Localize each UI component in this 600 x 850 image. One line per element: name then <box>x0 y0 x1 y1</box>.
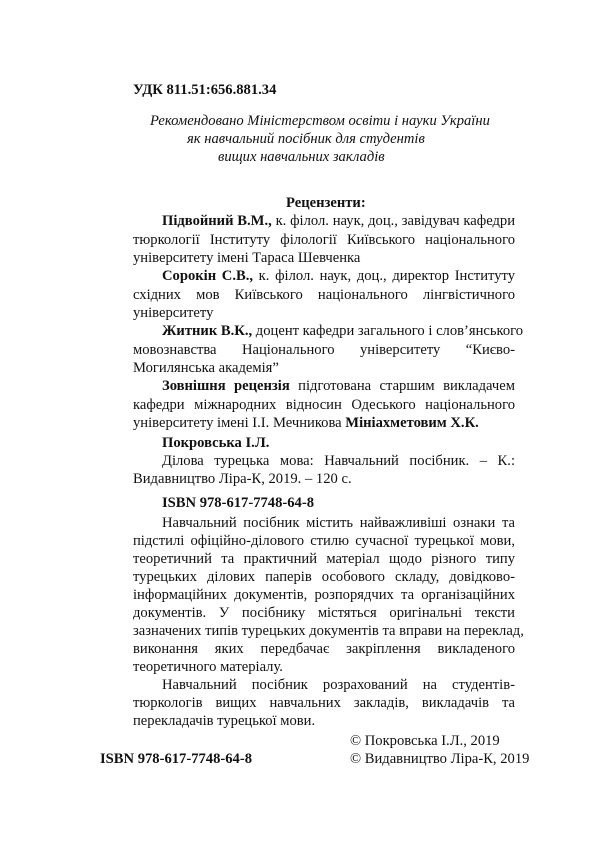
copyright-line: © Покровська І.Л., 2019 <box>350 733 500 749</box>
reviewer-line: Сорокін С.В., к. філол. наук, доц., директор Інституту <box>162 268 515 284</box>
abstract-line: турецьких ділових паперів особового складу, довідково- <box>133 569 515 585</box>
citation-line: Видавництво Ліра-К, 2019. – 120 с. <box>133 471 352 487</box>
abstract-line: теоретичного матеріалу. <box>133 659 283 675</box>
external-review-line: Зовнішня рецензія підготована старшим викладачем <box>162 378 515 394</box>
abstract-line: теоретичний та практичний матеріал щодо різного типу <box>133 551 515 567</box>
abstract-line: документів. У посібнику містяться оригінальні тексти <box>133 605 515 621</box>
udk-code: УДК 811.51:656.881.34 <box>133 82 277 98</box>
abstract-line: інформаційних документів, розпорядчих та організаційних <box>133 587 515 603</box>
reviewer-line: Могилянська академія” <box>133 360 279 376</box>
abstract-line: виконання яких передбачає закріплення викладеного <box>133 641 515 657</box>
isbn-bottom: ISBN 978-617-7748-64-8 <box>100 751 253 767</box>
external-review-line: університету імені І.І. Мечникова Мініахметовим Х.К. <box>133 415 479 431</box>
isbn: ISBN 978-617-7748-64-8 <box>162 495 315 511</box>
reviewer-line: Підвойний В.М., к. філол. наук, доц., завідувач кафедри <box>162 213 516 229</box>
reviewer-line: тюркології Інституту філології Київського національного <box>133 232 515 248</box>
reviewers-heading: Рецензенти: <box>286 195 366 211</box>
abstract-line: підстилі офіційно-ділового стилю сучасної турецької мови, <box>133 533 515 549</box>
reviewer-line: мовознавства Національного університету “Києво- <box>133 342 515 358</box>
reviewer-line: східних мов Київського національного лінгвістичного <box>133 287 515 303</box>
reviewer-line: університету <box>133 305 214 321</box>
recommendation-line: як навчальний посібник для студентів <box>187 131 425 147</box>
reviewer-line: університету імені Тараса Шевченка <box>133 250 361 266</box>
external-review-line: кафедри міжнародних відносин Одеського національного <box>133 397 515 413</box>
recommendation-line: вищих навчальних закладів <box>218 149 385 165</box>
reviewer-line: Житник В.К., доцент кафедри загального і слов’янського <box>162 323 524 339</box>
citation-line: Ділова турецька мова: Навчальний посібник. – К.: <box>162 453 515 469</box>
author: Покровська І.Л. <box>162 435 270 451</box>
abstract-line: перекладачів турецької мови. <box>133 713 316 729</box>
abstract-line: Навчальний посібник містить найважливіші ознаки та <box>162 515 515 531</box>
recommendation-line: Рекомендовано Міністерством освіти і науки України <box>150 113 490 129</box>
abstract-line: зазначених типів турецьких документів та вправи на переклад, <box>133 623 524 639</box>
abstract-line: Навчальний посібник розрахований на студентів- <box>162 677 515 693</box>
abstract-line: тюркологів вищих навчальних закладів, викладачів та <box>133 695 515 711</box>
copyright-line: © Видавництво Ліра-К, 2019 <box>350 751 530 767</box>
